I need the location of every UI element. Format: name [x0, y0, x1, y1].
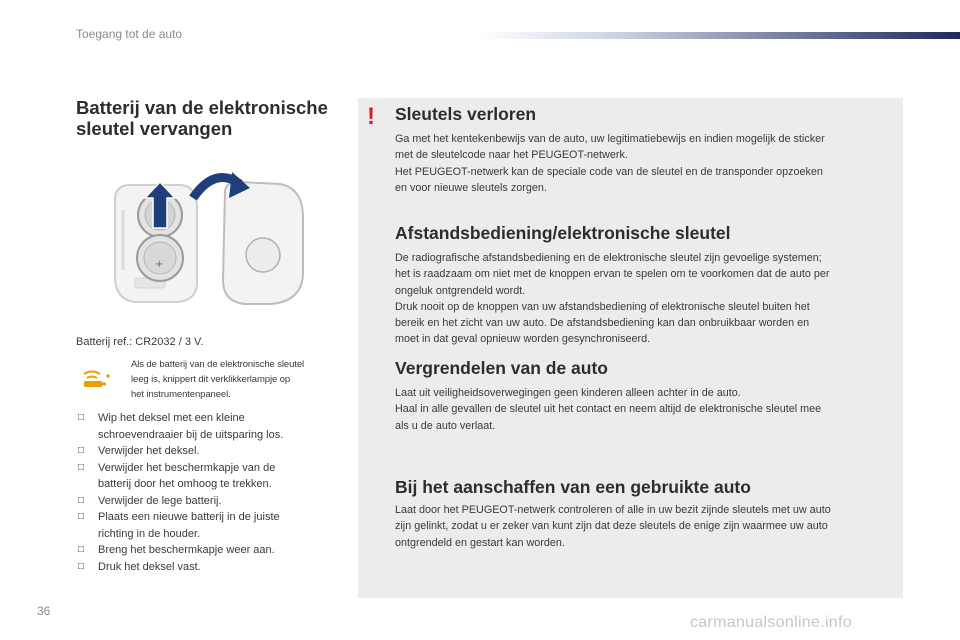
- battery-note-line-3: het instrumentenpaneel.: [131, 389, 231, 400]
- section-heading-remote: Afstandsbediening/elektronische sleutel: [395, 223, 731, 243]
- page-title: [76, 97, 346, 139]
- step-item: [76, 443, 351, 460]
- step-line: Verwijder de lege batterij.: [98, 494, 222, 507]
- text-line: als u de auto verlaat.: [395, 419, 496, 432]
- text-line: Haal in alle gevallen de sleutel uit het contact en neem altijd de elektronische sleutel mee: [395, 403, 822, 416]
- text-line: Laat door het PEUGEOT-netwerk controleren of alle in uw bezit zijnde sleutels met uw auto: [395, 504, 831, 516]
- text-line: en voor nieuwe sleutels zorgen.: [395, 181, 547, 194]
- text-line: Ga met het kentekenbewijs van de auto, uw legitimatiebewijs en indien mogelijk de sticker: [395, 133, 825, 145]
- header-gradient-bar: [480, 32, 960, 39]
- section-heading-locking: Vergrendelen van de auto: [395, 358, 608, 378]
- page-title-line-1: Batterij van de elektronische: [76, 97, 328, 118]
- text-line: ongeluk ontgrendeld wordt.: [395, 284, 526, 297]
- step-line: Wip het deksel met een kleine: [98, 412, 245, 424]
- step-item: [76, 542, 351, 559]
- battery-note-line-1: Als de batterij van de elektronische sleutel: [131, 359, 305, 370]
- section-heading-lost-keys: Sleutels verloren: [395, 104, 537, 124]
- checkbox-bullet-icon: □: [78, 511, 85, 522]
- step-item: [76, 559, 351, 576]
- section-text-locking: [395, 385, 890, 434]
- checkbox-bullet-icon: □: [78, 445, 85, 456]
- checkbox-bullet-icon: □: [78, 544, 85, 555]
- text-line: De radiografische afstandsbediening en de elektronische sleutel zijn gevoelige systemen;: [395, 252, 822, 264]
- step-line: batterij door het omhoog te trekken.: [98, 478, 272, 490]
- text-line: Druk nooit op de knoppen van uw afstandsbediening of elektronische sleutel buiten het: [395, 300, 810, 313]
- page-number: 36: [37, 604, 51, 618]
- step-line: richting in de houder.: [98, 527, 201, 540]
- battery-warning-note: [131, 357, 343, 402]
- text-line: moet in dat geval opnieuw worden gesynchroniseerd.: [395, 333, 651, 346]
- svg-text:+: +: [155, 259, 164, 270]
- section-title: Toegang tot de auto: [76, 27, 183, 41]
- step-line: Breng het beschermkapje weer aan.: [98, 544, 275, 556]
- section-text-used-car: [395, 502, 890, 551]
- text-line: zijn gelinkt, zodat u er zeker van kunt zijn dat deze sleutels de enige zijn waarmee uw auto: [395, 520, 828, 533]
- text-line: het is raadzaam om niet met de knoppen ervan te spelen om te voorkomen dat de auto per: [395, 268, 830, 281]
- replacement-steps-list: [76, 410, 351, 575]
- checkbox-bullet-icon: □: [78, 560, 85, 572]
- step-item: [76, 509, 351, 542]
- step-line: Plaats een nieuwe batterij in de juiste: [98, 511, 280, 523]
- battery-note-line-2: leeg is, knippert dit verklikkerlampje op: [131, 374, 291, 385]
- step-line: Verwijder het deksel.: [98, 445, 200, 457]
- step-item: [76, 493, 351, 510]
- checkbox-bullet-icon: □: [78, 461, 85, 473]
- step-line: Druk het deksel vast.: [98, 560, 201, 573]
- section-heading-used-car: Bij het aanschaffen van een gebruikte auto: [395, 477, 751, 497]
- step-item: [76, 460, 351, 493]
- text-line: bereik en het zicht van uw auto. De afstandsbediening kan dan onbruikbaar worden en: [395, 317, 810, 330]
- checkbox-bullet-icon: □: [78, 494, 85, 506]
- page-title-line-2: sleutel vervangen: [76, 118, 233, 139]
- watermark: carmanualsonline.info: [690, 614, 852, 631]
- text-line: Laat uit veiligheidsoverwegingen geen kinderen alleen achter in de auto.: [395, 387, 741, 399]
- key-battery-illustration: [105, 170, 315, 310]
- text-line: ontgrendeld en gestart kan worden.: [395, 536, 565, 549]
- checkbox-bullet-icon: □: [78, 412, 85, 423]
- step-line: Verwijder het beschermkapje van de: [98, 461, 276, 474]
- key-battery-warning-icon: [80, 368, 112, 390]
- step-item: [76, 410, 351, 443]
- section-text-remote: [395, 250, 890, 348]
- warning-exclamation-icon: !: [367, 103, 375, 130]
- step-line: schroevendraaier bij de uitsparing los.: [98, 428, 284, 441]
- text-line: Het PEUGEOT-netwerk kan de speciale code van de sleutel en de transponder opzoeken: [395, 165, 823, 178]
- text-line: met de sleutelcode naar het PEUGEOT-netwerk.: [395, 149, 628, 162]
- section-text-lost-keys: [395, 131, 890, 196]
- battery-reference: Batterij ref.: CR2032 / 3 V.: [76, 336, 204, 348]
